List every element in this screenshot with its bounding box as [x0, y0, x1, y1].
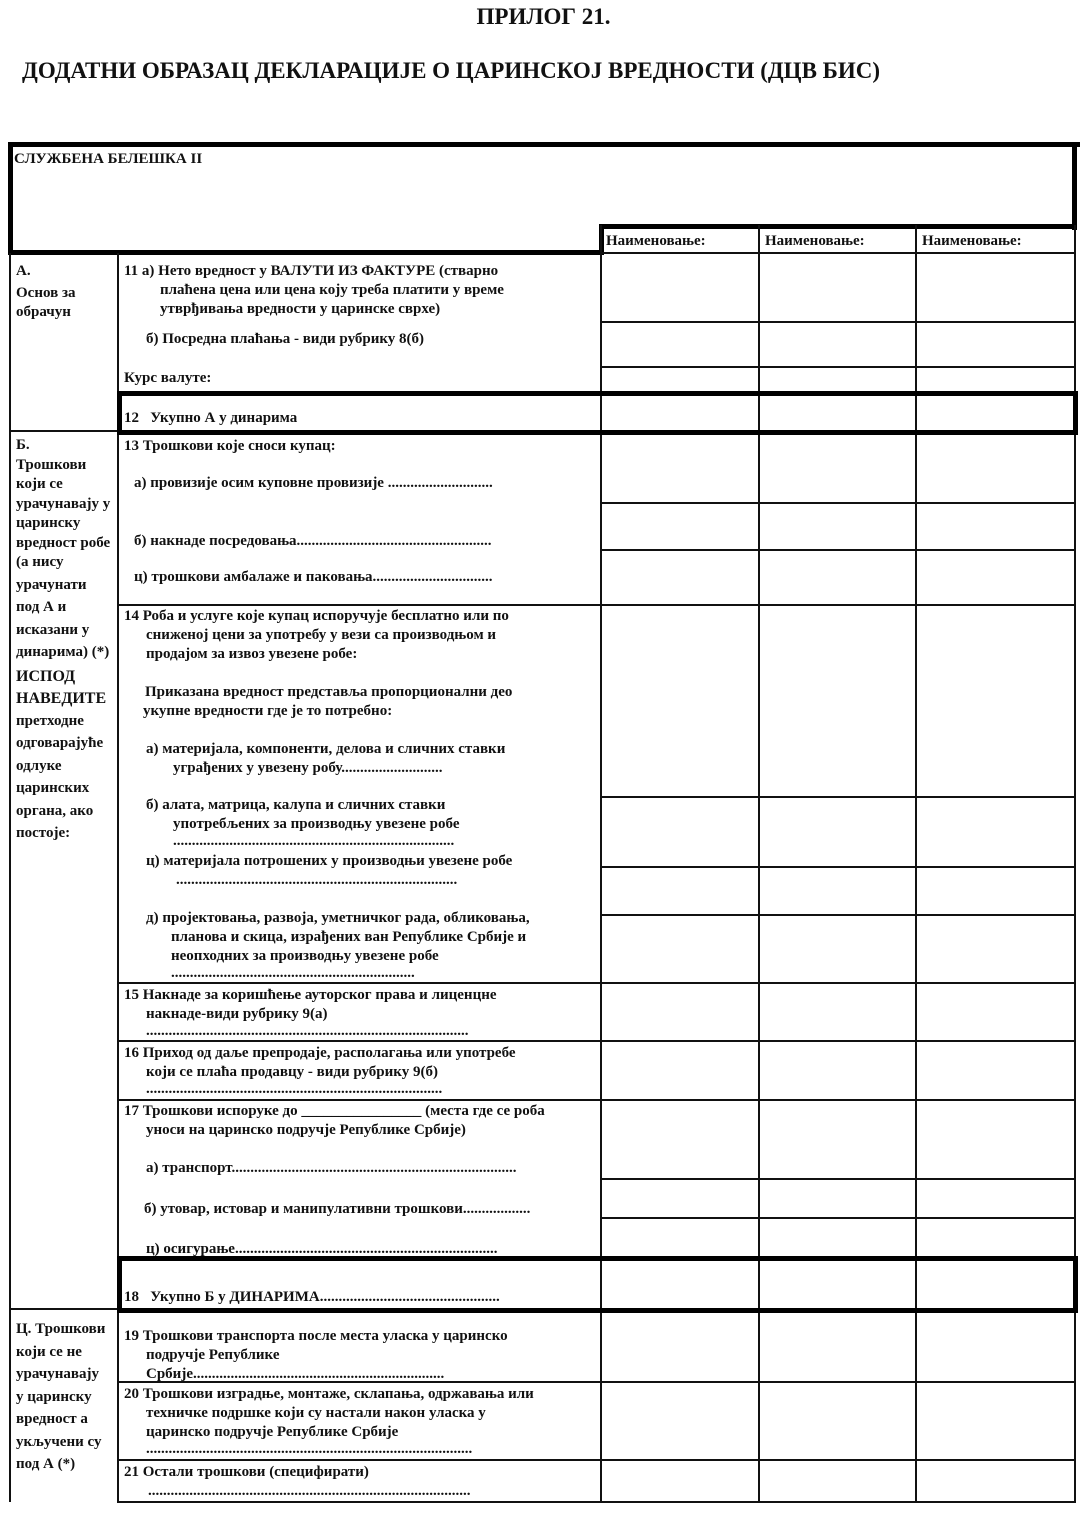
border: [8, 142, 13, 255]
item-21-line: ......................................................................................: [148, 1483, 471, 1499]
value-cell[interactable]: [762, 1182, 914, 1216]
item-14d-line: неопходних за производњу увезене робе: [171, 948, 439, 964]
item-11a: [124, 262, 504, 319]
item-14-note-line: Приказана вредност представља пропорционални део: [145, 684, 513, 700]
value-cell[interactable]: [762, 986, 914, 1039]
item-15-line: накнаде-види рубрику 9(а): [146, 1006, 328, 1022]
value-cell[interactable]: [604, 1221, 757, 1256]
value-cell[interactable]: [604, 918, 757, 981]
value-cell[interactable]: [604, 1261, 757, 1309]
item-17b: б) утовар, истовар и манипулативни трошкови..................: [144, 1201, 531, 1217]
item-14: [124, 607, 509, 664]
item-14-line: 14 Роба и услуге које купац испоручује бесплатно или по: [124, 608, 509, 624]
value-cell[interactable]: [762, 325, 914, 365]
value-cell[interactable]: [919, 256, 1073, 320]
item-13: 13 Трошкови које сноси купац:: [124, 438, 336, 454]
item-14d-line: д) пројектовања, развоја, уметничког рада, обликовања,: [146, 910, 530, 926]
item-20-line: царинско подручје Републике Србије: [146, 1424, 399, 1440]
item-19-line: подручје Републике: [146, 1347, 280, 1363]
grid-line: [117, 1459, 1076, 1461]
value-cell[interactable]: [762, 1385, 914, 1458]
item-14c: [146, 852, 512, 890]
section-b-line: под А и: [16, 599, 67, 615]
grid-line: [117, 1099, 1076, 1101]
annex-number: ПРИЛОГ 21.: [476, 4, 611, 29]
value-cell[interactable]: [919, 1044, 1073, 1098]
item-11a-line: утврђивања вредности у царинске сврхе): [160, 301, 441, 317]
column-header-1: Наименовање:: [606, 233, 706, 249]
item-11b: б) Посредна плаћања - види рубрику 8(б): [146, 331, 425, 347]
value-cell[interactable]: [604, 256, 757, 320]
exchange-rate-label: Курс валуте:: [124, 370, 212, 386]
section-b-line: динарима) (*): [16, 644, 110, 660]
value-cell[interactable]: [919, 1221, 1073, 1256]
item-14-line: продајом за извоз увезене робе:: [146, 646, 358, 662]
value-cell[interactable]: [604, 1385, 757, 1458]
item-19-line: 19 Трошкови транспорта после места уласка у царинско: [124, 1328, 508, 1344]
value-cell[interactable]: [762, 608, 914, 795]
value-cell[interactable]: [604, 800, 757, 865]
total-a-border: [1073, 391, 1078, 435]
item-14d-line: планова и скица, израђених ван Републике Србије и: [171, 929, 527, 945]
value-cell[interactable]: [919, 1385, 1073, 1458]
section-a-line: обрачун: [16, 304, 71, 320]
item-15-line: 15 Накнаде за коришћење ауторског права и лиценцне: [124, 987, 497, 1003]
section-c-line: Ц. Трошкови: [16, 1321, 106, 1337]
value-cell[interactable]: [919, 396, 1073, 430]
item-17-line: 17 Трошкови испоруке до ________________ (места где се роба: [124, 1103, 545, 1119]
item-12-total-a: 12 Укупно А у динарима: [124, 410, 298, 426]
value-cell[interactable]: [919, 608, 1073, 795]
section-b-line: НАВЕДИТЕ: [16, 690, 107, 707]
value-cell[interactable]: [604, 1463, 757, 1500]
grid-line: [600, 1178, 1076, 1180]
section-b-line: Б.: [16, 437, 30, 453]
value-cell[interactable]: [762, 1261, 914, 1309]
border: [117, 253, 119, 1503]
value-cell[interactable]: [762, 553, 914, 603]
section-a-line: Основ за: [16, 285, 76, 301]
item-15: [124, 986, 497, 1038]
item-16-line: који се плаћа продавцу - види рубрику 9(б): [146, 1064, 438, 1080]
section-c-line: укључени су: [16, 1433, 102, 1450]
form-title: ДОДАТНИ ОБРАЗАЦ ДЕКЛАРАЦИЈЕ О ЦАРИНСКОЈ ВРЕДНОСТИ (ДЦВ БИС): [22, 58, 881, 83]
item-14-line: сниженој цени за употребу у вези са производњом и: [146, 627, 497, 643]
grid-line: [117, 1040, 1076, 1042]
column-header-2: Наименовање:: [765, 233, 865, 249]
value-cell[interactable]: [762, 1463, 914, 1500]
item-16-line: 16 Приход од даље препродаје, располагања или употребе: [124, 1045, 516, 1061]
item-14c-line: ...........................................................................: [176, 872, 458, 888]
section-b-line: органа, ако: [16, 802, 94, 819]
value-cell[interactable]: [919, 325, 1073, 365]
item-20: [124, 1385, 534, 1456]
section-b-line: Трошкови: [16, 456, 87, 473]
value-cell[interactable]: [604, 553, 757, 603]
value-cell[interactable]: [604, 1314, 757, 1380]
value-cell[interactable]: [604, 435, 757, 501]
section-c-line: вредност а: [16, 1411, 88, 1427]
section-b-line: исказани у: [16, 621, 90, 638]
border: [8, 142, 1080, 147]
grid-line: [117, 1501, 1076, 1503]
value-cell[interactable]: [919, 1103, 1073, 1177]
value-cell[interactable]: [919, 986, 1073, 1039]
value-cell[interactable]: [762, 1221, 914, 1256]
section-b-line: постоје:: [16, 825, 71, 841]
item-14a-line: уграђених у увезену робу...........................: [173, 760, 443, 776]
value-cell[interactable]: [604, 608, 757, 795]
item-11a-line: 11 а) Нето вредност у ВАЛУТИ ИЗ ФАКТУРЕ (стварно: [124, 263, 499, 279]
value-cell[interactable]: [919, 435, 1073, 501]
item-21: [124, 1463, 471, 1501]
section-b-line: царинских: [16, 780, 90, 796]
item-13b: б) накнаде посредовања....................................................: [134, 533, 492, 549]
section-b-line: (а нису: [16, 554, 64, 570]
border: [1072, 142, 1077, 230]
value-cell[interactable]: [919, 370, 1073, 391]
item-13c: ц) трошкови амбалаже и паковања................................: [134, 569, 493, 585]
value-cell[interactable]: [762, 256, 914, 320]
section-b-line: одлуке: [16, 757, 62, 774]
value-cell[interactable]: [919, 1463, 1073, 1500]
item-14b: [146, 796, 459, 848]
value-cell[interactable]: [604, 1182, 757, 1216]
value-cell[interactable]: [919, 1182, 1073, 1216]
grid-line: [600, 502, 1076, 504]
section-c-line: који се не: [16, 1343, 82, 1360]
official-note-label: СЛУЖБЕНА БЕЛЕШКА II: [14, 151, 203, 167]
value-cell[interactable]: [762, 370, 914, 391]
value-cell[interactable]: [604, 870, 757, 913]
grid-line: [9, 430, 119, 432]
border: [599, 224, 1077, 229]
column-header-3: Наименовање:: [922, 233, 1022, 249]
value-cell[interactable]: [762, 918, 914, 981]
section-b-line: урачунавају у: [16, 495, 111, 512]
value-cell[interactable]: [919, 506, 1073, 548]
value-cell[interactable]: [919, 800, 1073, 865]
official-note-field[interactable]: [14, 172, 1069, 222]
grid-line: [600, 866, 1076, 868]
item-17-line: уноси на царинско подручје Републике Србије): [146, 1122, 466, 1138]
item-16: [124, 1044, 516, 1096]
grid-line: [600, 914, 1076, 916]
item-16-line: ...............................................................................: [146, 1081, 443, 1097]
value-cell[interactable]: [762, 396, 914, 430]
item-19: [124, 1327, 508, 1384]
item-19-line: Србије...................................................................: [146, 1366, 445, 1382]
item-14b-line: употребљених за производњу увезене робе: [173, 816, 460, 832]
item-14d: [146, 909, 530, 980]
item-21-line: 21 Остали трошкови (специфирати): [124, 1464, 369, 1480]
value-cell[interactable]: [919, 553, 1073, 603]
grid-line: [600, 321, 1076, 323]
value-cell[interactable]: [604, 986, 757, 1039]
border: [9, 253, 11, 1502]
item-17c: ц) осигурање......................................................................: [146, 1241, 498, 1257]
grid-line: [600, 366, 1076, 368]
section-b-label: [16, 436, 110, 844]
value-cell[interactable]: [762, 435, 914, 501]
item-14a: [146, 740, 505, 778]
item-15-line: ......................................................................................: [146, 1023, 469, 1039]
value-cell[interactable]: [604, 1103, 757, 1177]
item-14d-line: .................................................................: [171, 965, 415, 981]
value-cell[interactable]: [604, 1044, 757, 1098]
value-cell[interactable]: [919, 870, 1073, 913]
section-b-line: урачунати: [16, 576, 87, 593]
total-b-border: [1073, 1256, 1078, 1313]
grid-line: [600, 1217, 1076, 1219]
total-b-border: [117, 1256, 122, 1313]
section-b-line: који се: [16, 476, 63, 492]
grid-line: [9, 1308, 119, 1310]
section-c-line: урачунавају: [16, 1366, 99, 1382]
section-b-line: вредност робе: [16, 534, 111, 551]
section-b-line: царинску: [16, 515, 81, 531]
item-14b-line: ...........................................................................: [173, 833, 455, 849]
item-14c-line: ц) материјала потрошених у производњи увезене робе: [146, 853, 513, 869]
item-14-note-line: укупне вредности где је то потребно:: [143, 703, 393, 719]
grid-line: [117, 982, 1076, 984]
item-14a-line: а) материјала, компоненти, делова и сличних ставки: [146, 741, 506, 757]
section-b-line: ИСПОД: [16, 667, 76, 685]
item-14b-line: б) алата, матрица, калупа и сличних ставки: [146, 797, 446, 813]
section-a-line: А.: [16, 263, 31, 279]
section-b-line: претходне: [16, 712, 84, 729]
value-cell[interactable]: [762, 870, 914, 913]
grid-line: [117, 604, 1076, 606]
section-b-line: одговарајуће: [16, 735, 104, 751]
item-20-line: .......................................................................................: [146, 1441, 473, 1457]
section-c-label: [16, 1318, 105, 1476]
value-cell[interactable]: [762, 1314, 914, 1380]
value-cell[interactable]: [919, 918, 1073, 981]
total-a-border: [117, 391, 122, 435]
item-13a: а) провизије осим куповне провизије ............................: [134, 475, 493, 491]
value-cell[interactable]: [762, 1044, 914, 1098]
value-cell[interactable]: [604, 506, 757, 548]
value-cell[interactable]: [919, 1261, 1073, 1309]
item-17: [124, 1102, 545, 1140]
value-cell[interactable]: [762, 1103, 914, 1177]
grid-line: [600, 796, 1076, 798]
value-cell[interactable]: [762, 800, 914, 865]
value-cell[interactable]: [604, 396, 757, 430]
value-cell[interactable]: [604, 325, 757, 365]
grid-line: [600, 252, 1076, 254]
item-14-note: [143, 683, 512, 721]
grid-line: [600, 549, 1076, 551]
section-c-line: у царинску: [16, 1388, 92, 1405]
value-cell[interactable]: [762, 506, 914, 548]
item-18-total-b: 18 Укупно Б у ДИНАРИМА................................................: [124, 1289, 500, 1305]
item-20-line: 20 Трошкови изградње, монтаже, склапања, одржавања или: [124, 1386, 534, 1402]
item-20-line: техничке подршке који су настали након уласка у: [146, 1405, 486, 1421]
border: [8, 250, 604, 255]
section-a-label: [16, 262, 75, 322]
section-c-line: под А (*): [16, 1456, 76, 1472]
value-cell[interactable]: [919, 1314, 1073, 1380]
item-11a-line: плаћена цена или цена коју треба платити у време: [160, 282, 504, 298]
item-17a: а) транспорт............................................................................: [146, 1160, 517, 1176]
value-cell[interactable]: [604, 370, 757, 391]
